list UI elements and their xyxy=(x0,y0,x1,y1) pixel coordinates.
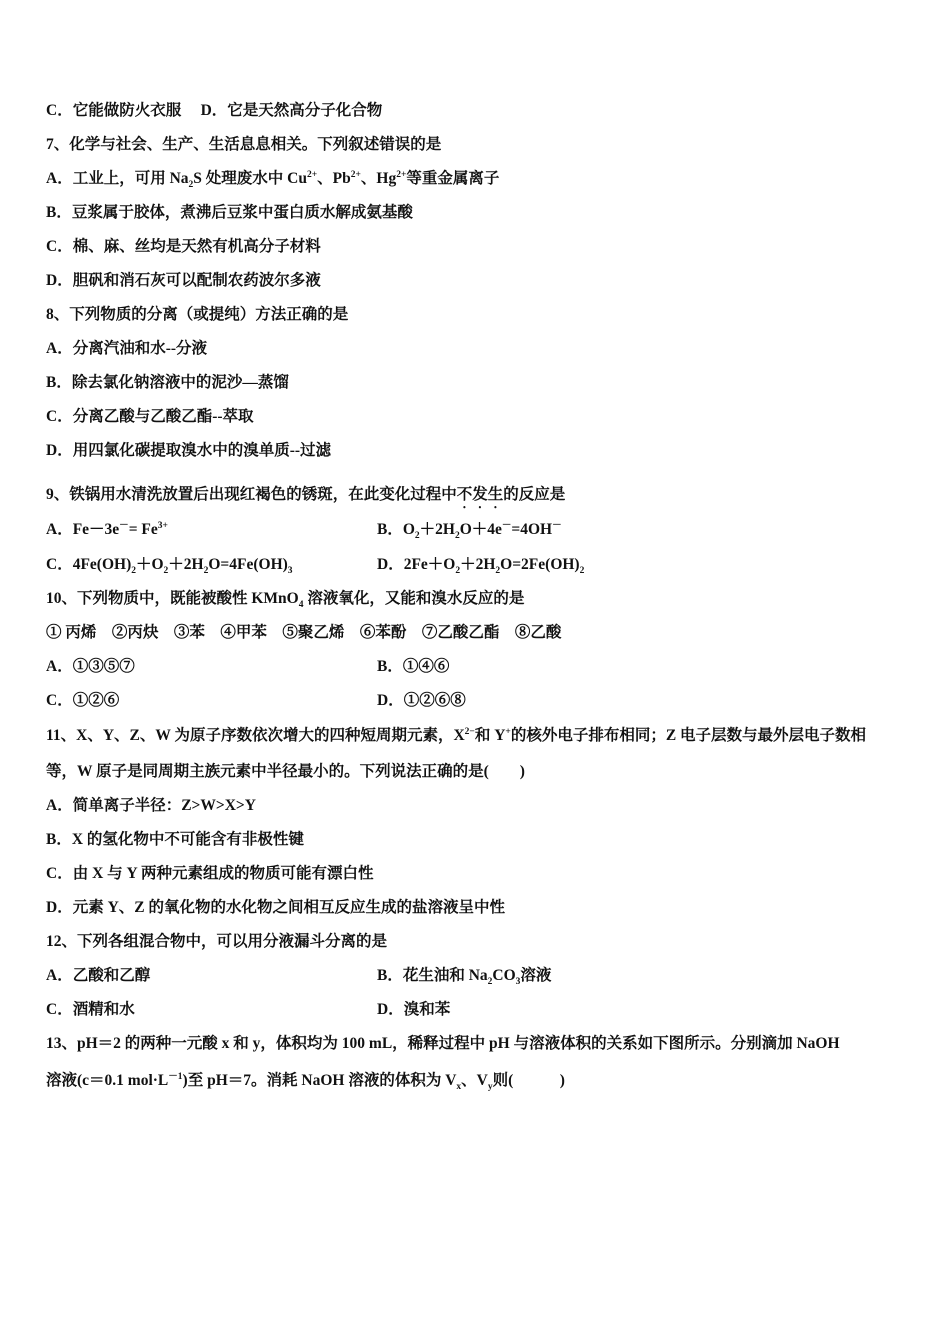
q11-option-a: A．简单离子半径：Z>W>X>Y xyxy=(46,797,256,814)
q9-stem: 9、铁锅用水清洗放置后出现红褐色的锈斑，在此变化过程中不发生的反应是 xyxy=(46,486,566,503)
q12-option-a: A．乙酸和乙醇 xyxy=(46,967,151,984)
q7-stem: 7、化学与社会、生产、生活息息相关。下列叙述错误的是 xyxy=(46,136,442,153)
q7-option-d: D．胆矾和消石灰可以配制农药波尔多液 xyxy=(46,272,321,289)
q10-option-d: D．①②⑥⑧ xyxy=(377,692,466,709)
q9-emphasis: 不发生 xyxy=(456,486,504,503)
q9-option-b: B．$O_2+2H_2O+4e^-=4OH^-$ xyxy=(377,520,562,542)
q7-option-b: B．豆浆属于胶体，煮沸后豆浆中蛋白质水解成氨基酸 xyxy=(46,204,413,221)
q10-stem: 10、下列物质中，既能被酸性 KMnO$_4$ 溶液氧化，又能和溴水反应的是 xyxy=(46,590,525,611)
q12-stem: 12、下列各组混合物中，可以用分液漏斗分离的是 xyxy=(46,933,388,950)
q10-items: ① 丙烯 ②丙炔 ③苯 ④甲苯 ⑤聚乙烯 ⑥苯酚 ⑦乙酸乙酯 ⑧乙酸 xyxy=(46,624,562,641)
q9-option-d: D．$2Fe+O_2+2H_2O=2Fe(OH)_2$ xyxy=(377,556,585,577)
q8-option-a: A．分离汽油和水--分液 xyxy=(46,340,208,357)
q8-option-c: C．分离乙酸与乙酸乙酯--萃取 xyxy=(46,408,254,425)
q8-stem: 8、下列物质的分离（或提纯）方法正确的是 xyxy=(46,306,349,323)
q11-option-c: C．由 X 与 Y 两种元素组成的物质可能有漂白性 xyxy=(46,865,374,882)
q10-option-a: A．①③⑤⑦ xyxy=(46,658,135,675)
q8-option-d: D．用四氯化碳提取溴水中的溴单质--过滤 xyxy=(46,442,332,459)
q12-option-b: B．花生油和 $Na_2CO_3$溶液 xyxy=(377,967,552,988)
q6-options xyxy=(46,101,382,121)
q13-stem-line1: 13、pH＝2 的两种一元酸 x 和 y，体积均为 100 mL，稀释过程中 pH 与溶液体积的关系如下图所示。分别滴加 NaOH xyxy=(46,1035,840,1052)
q12-option-c: C．酒精和水 xyxy=(46,1001,135,1018)
q7-option-c: C．棉、麻、丝均是天然有机高分子材料 xyxy=(46,238,321,255)
q10-option-b: B．①④⑥ xyxy=(377,658,450,675)
q9-option-a: A．$Fe-3e^-= Fe^{3+}$ xyxy=(46,520,168,538)
q11-stem-line1: 11、X、Y、Z、W 为原子序数依次增大的四种短周期元素，$X^{2-}$和 Y+的核外电子排布相同；Z 电子层数与最外层电子数相 xyxy=(46,726,867,744)
q9-option-c: C．$4Fe(OH)_2+O_2+2H_2O=4Fe(OH)_3$ xyxy=(46,556,293,577)
q7-option-a: A．工业上，可用 $Na_2S$ 处理废水中 $Cu^{2+}$、$Pb^{2+}$、$Hg^{2+}$等重金属离子 xyxy=(46,169,500,191)
q11-stem-line2: 等，W 原子是同周期主族元素中半径最小的。下列说法正确的是( ) xyxy=(46,763,525,780)
q11-option-b: B．X 的氢化物中不可能含有非极性键 xyxy=(46,831,304,848)
q11-option-d: D．元素 Y、Z 的氧化物的水化物之间相互反应生成的盐溶液呈中性 xyxy=(46,899,505,916)
q10-option-c: C．①②⑥ xyxy=(46,692,120,709)
q6-option-c: C．它能做防火衣服 xyxy=(46,102,182,119)
q12-option-d: D．溴和苯 xyxy=(377,1001,451,1018)
q13-stem-line2: 溶液(c＝0.1 $mol\cdot L^{-1}$)至 pH＝7。消耗 NaOH 溶液的体积为 $V_x$、$V_y$则( ) xyxy=(46,1071,565,1093)
q8-option-b: B．除去氯化钠溶液中的泥沙—蒸馏 xyxy=(46,374,289,391)
q6-option-d: D．它是天然高分子化合物 xyxy=(200,102,383,119)
